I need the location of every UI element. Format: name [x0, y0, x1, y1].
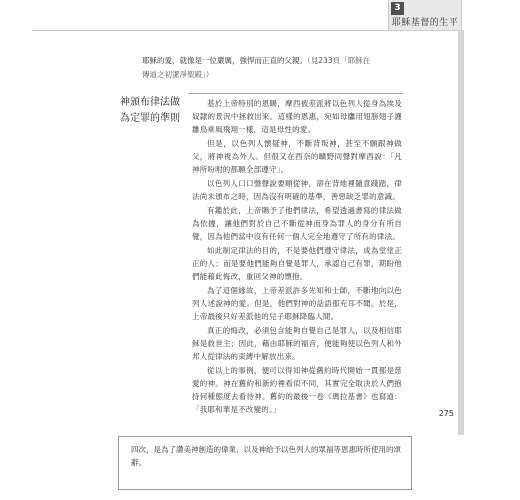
side-margin-bar: [458, 30, 464, 435]
section-divider: [188, 93, 403, 94]
footnote-text: 四次，是為了讚美神創造的偉業、以及神給予以色列人的眾福等恩惠時所使用的頌辭。: [131, 445, 401, 467]
pull-quote: [142, 54, 377, 82]
paragraph: 但是，以色列人懷疑神，不斷背叛神，甚至不願跟神做父，將神視為外人。但很又在西奈的曠野同聲對摩西說：「凡神所吩咐的都願全部遵守」。: [192, 139, 402, 174]
header-divider: [32, 30, 462, 31]
paragraph: 有鑑於此，上帝賜予了他們律法，希望透過書寫的律法做為依據，讓他們對於自己不斷從神而身為罪人的身分有所自覺，因為他們當中沒有任何一個人完全地遵守了所有的律法。: [192, 206, 402, 241]
paragraph: 如此制定律法的目的，不是要他們遵守律法，成為堂堂正正的人；而是要他們能夠自覺是罪人，承認自己有罪，期盼他們能藉此悔改，重回父神的懷抱。: [192, 246, 402, 281]
body-text: [192, 97, 402, 417]
paragraph: 以色列人口口聲聲說要順從神，卻在背地裡隨意踐踏，律法尚未頒布之時，因為沒有明確的基準，善惡缺乏罪的意識。: [192, 179, 402, 201]
footnote-box: [118, 436, 412, 490]
chapter-title: 耶穌基督的生平: [391, 18, 459, 28]
paragraph: 為了這個緣故，上帝差派許多先知和士師，不斷地向以色列人述說神的愛。但是，他們對神的話語那充耳不聞。於是，上帝最後只好差派他的兒子耶穌降臨人間。: [192, 286, 402, 321]
paragraph: 真正的悔改，必須包含能夠自覺自己是罪人，以及相信耶穌是救世主；因此，藉由耶穌的福音，便能夠使以色列人和外邦人從律法的束縛中解放出來。: [192, 326, 402, 361]
chapter-header-tab: [388, 0, 462, 31]
paragraph: 基於上帝特別的恩賜，摩西被差派將以色列人從身為埃及奴隸的景況中拯救出來。這樣的恩惠，宛如母鷹用翅膀翅子護雛鳥乘風飛翔一樣，這是母性的愛。: [192, 99, 402, 134]
section-heading: 神頒布律法做為定罪的準則: [120, 97, 180, 124]
quote-text: 耶穌的愛，就像是一位嚴厲，強悍而正直的父親。: [142, 56, 307, 65]
page-number: 275: [438, 409, 454, 418]
chapter-number: 3: [391, 2, 404, 15]
book-page: [32, 0, 462, 436]
paragraph: 從以上的事例，便可以得知神從舊約時代開始一貫都是慈愛的神。神在舊約和新約裡看似不同，其實完全取決於人們抱持何種態度去看待神。舊約的最後一卷《瑪拉基書》也寫道：「我耶和華是不改變的。」: [192, 366, 402, 414]
quote-source: （見233頁「耶穌在傳道之初潔淨聖殿」）: [142, 56, 371, 79]
